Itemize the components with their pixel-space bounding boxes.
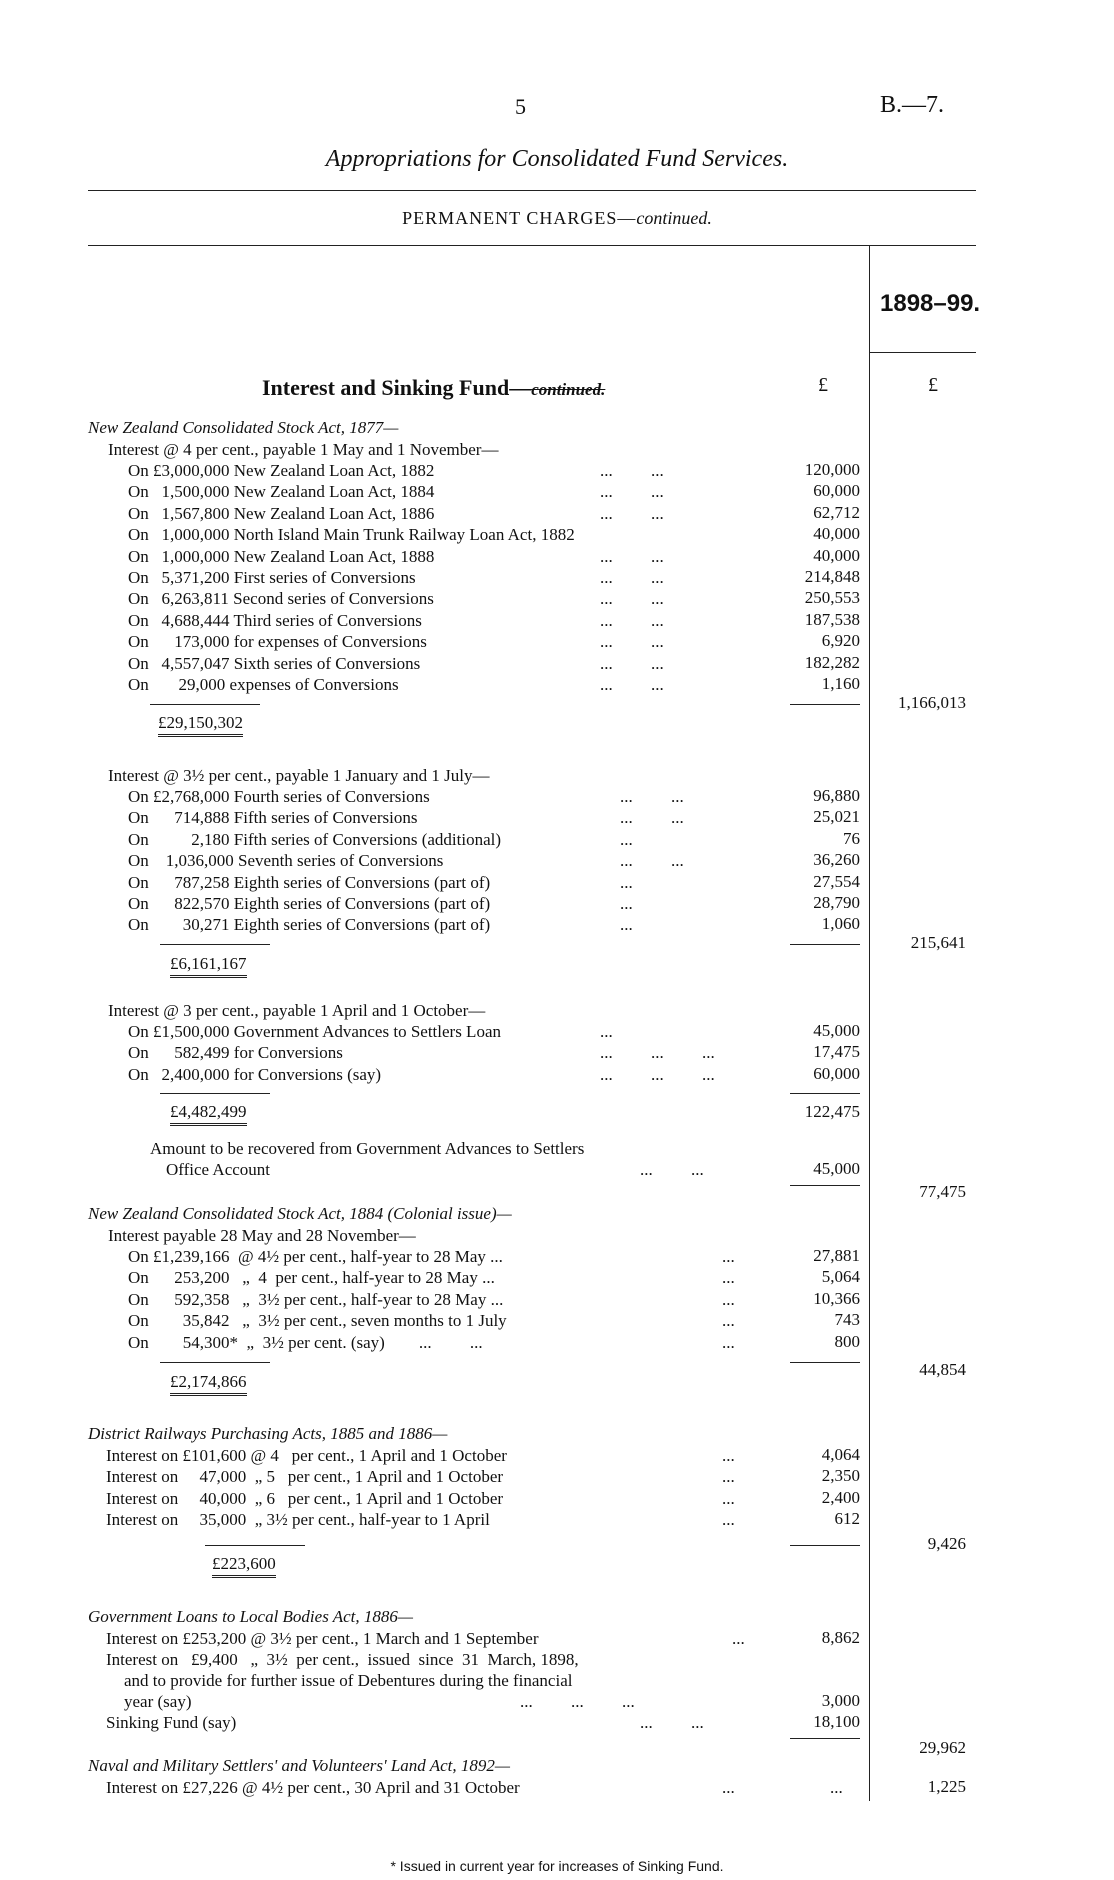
nz-1884-row-dots: ... — [722, 1247, 735, 1266]
section-heading — [262, 375, 605, 401]
nz-1877-row-text: On 1,000,000 New Zealand Loan Act, 1888 — [128, 546, 435, 566]
rate-line-3-5-percent: Interest @ 3½ per cent., payable 1 January and 1 July— — [108, 766, 490, 785]
nz-1877-row-dots: ... ... — [600, 675, 664, 694]
rate-3-5-row-dots: ... — [620, 872, 633, 892]
nz-1877-row-amount: 187,538 — [804, 609, 860, 629]
nz-1877-row-text: On 29,000 expenses of Conversions — [128, 675, 399, 694]
subtotal-3: 122,475 — [804, 1102, 860, 1121]
pound-sign-col2: £ — [928, 374, 938, 396]
rate-3-5-row-text: On 30,271 Eighth series of Conversions (part of) — [128, 915, 491, 935]
nz-1877-row-amount: 40,000 — [813, 545, 860, 565]
act-heading-district-railways: District Railways Purchasing Acts, 1885 and 1886— — [88, 1424, 448, 1443]
section-heading-continued: continued. — [531, 380, 606, 399]
act-heading-local-bodies: Government Loans to Local Bodies Act, 1886— — [88, 1607, 414, 1626]
district-row-text: Interest on 40,000 „ 6 per cent., 1 April and 1 October — [106, 1488, 504, 1508]
nz-1877-row-amount: 182,282 — [804, 652, 860, 672]
rate-3-5-row-text: On 1,036,000 Seventh series of Conversions — [128, 851, 444, 871]
nz-1877-row-dots: ... ... — [600, 568, 664, 587]
year-total-1884: 44,854 — [919, 1360, 966, 1379]
nz-1884-row-text: On £1,239,166 @ 4½ per cent., half-year to 28 May ... — [128, 1247, 503, 1266]
document-reference: B.—7. — [880, 92, 945, 118]
district-row-amount: 2,350 — [821, 1466, 860, 1486]
subtitle-main: PERMANENT CHARGES— — [402, 208, 637, 228]
column-divider — [869, 246, 870, 1801]
rate-3-row-dots: ... ... ... — [600, 1064, 715, 1084]
rule-under-year — [870, 352, 976, 353]
rule-principal-3-5 — [160, 944, 270, 945]
year-total-local-bodies: 29,962 — [919, 1738, 966, 1757]
local-bodies-row3-dots: ... ... — [640, 1713, 704, 1732]
naval-row-dots: ... — [722, 1778, 735, 1797]
local-bodies-row1-dots: ... — [732, 1629, 745, 1648]
nz-1877-row-text: On 1,567,800 New Zealand Loan Act, 1886 — [128, 503, 435, 523]
act-heading-naval-military: Naval and Military Settlers' and Volunteers' Land Act, 1892— — [88, 1756, 511, 1775]
nz-1877-row-dots: ... ... — [600, 653, 664, 673]
recover-amount: 45,000 — [813, 1159, 860, 1178]
nz-1884-row-dots: ... — [722, 1311, 735, 1331]
nz-1877-row-text: On 5,371,200 First series of Conversions — [128, 568, 416, 587]
district-row-dots: ... — [722, 1488, 735, 1508]
nz-1884-row-dots: ... — [722, 1332, 735, 1352]
nz-1877-row-text: On 4,557,047 Sixth series of Conversions — [128, 653, 421, 673]
principal-total-district: £223,600 — [212, 1554, 276, 1578]
page-number: 5 — [515, 94, 526, 119]
district-row-text: Interest on 35,000 „ 3½ per cent., half-year to 1 April — [106, 1510, 490, 1530]
rule-top — [88, 190, 976, 191]
local-bodies-row1-text: Interest on £253,200 @ 3½ per cent., 1 March and 1 September — [106, 1629, 539, 1648]
district-row-amount: 2,400 — [821, 1487, 860, 1507]
rate-3-5-row-amount: 27,554 — [813, 871, 860, 891]
local-bodies-row3-amount: 18,100 — [813, 1712, 860, 1731]
rate-3-5-row-dots: ... ... — [620, 851, 684, 871]
local-bodies-row2-line2: and to provide for further issue of Debentures during the financial — [124, 1671, 573, 1690]
local-bodies-row2-amount: 3,000 — [821, 1691, 860, 1710]
rate-3-row-dots: ... — [600, 1022, 613, 1041]
nz-1877-row-amount: 214,848 — [804, 567, 860, 586]
nz-1884-row-dots: ... — [722, 1289, 735, 1309]
rule-subtotal-nz-1877 — [790, 704, 860, 705]
rate-3-5-row-dots: ... — [620, 915, 633, 935]
subtitle-continued: continued. — [636, 208, 712, 228]
nz-1877-row-text: On £3,000,000 New Zealand Loan Act, 1882 — [128, 461, 435, 480]
nz-1877-row-dots: ... ... — [600, 546, 664, 566]
nz-1884-row-text: On 592,358 „ 3½ per cent., half-year to 28 May ... — [128, 1289, 504, 1309]
rate-3-5-row-amount: 36,260 — [813, 850, 860, 870]
local-bodies-row3-text: Sinking Fund (say) — [106, 1713, 237, 1732]
rate-3-row-amount: 45,000 — [813, 1021, 860, 1040]
nz-1884-row-amount: 5,064 — [821, 1267, 860, 1287]
year-total-3: 77,475 — [919, 1182, 966, 1201]
rate-3-5-row-text: On 714,888 Fifth series of Conversions — [128, 808, 418, 828]
rate-3-5-row-text: On £2,768,000 Fourth series of Conversions — [128, 787, 430, 806]
rule-principal-district — [205, 1545, 305, 1546]
nz-1877-row-text: On 1,000,000 North Island Main Trunk Railway Loan Act, 1882 — [128, 525, 575, 545]
rate-3-row-text: On 2,400,000 for Conversions (say) — [128, 1064, 382, 1084]
rule-under-subtitle — [88, 245, 976, 246]
rule-principal-3 — [160, 1093, 270, 1094]
nz-1884-row-text: On 253,200 „ 4 per cent., half-year to 28 May ... — [128, 1268, 495, 1288]
nz-1877-row-dots: ... ... — [600, 482, 664, 502]
district-row-text: Interest on £101,600 @ 4 per cent., 1 April and 1 October — [106, 1446, 507, 1465]
nz-1884-row-text: On 35,842 „ 3½ per cent., seven months to 1 July — [128, 1311, 507, 1331]
rule-principal-1884 — [160, 1362, 270, 1363]
rule-subtotal-1884 — [790, 1362, 860, 1363]
section-heading-text: Interest and Sinking Fund— — [262, 375, 532, 400]
rule-subtotal-district — [790, 1545, 860, 1546]
local-bodies-row2-dots: ... ... ... — [520, 1692, 635, 1711]
nz-1877-row-text: On 6,263,811 Second series of Conversions — [128, 589, 434, 609]
rate-3-5-row-amount: 28,790 — [813, 893, 860, 912]
principal-total-3: £4,482,499 — [170, 1102, 247, 1126]
rate-3-5-row-text: On 787,258 Eighth series of Conversions (part of) — [128, 872, 491, 892]
nz-1877-row-dots: ... ... — [600, 503, 664, 523]
principal-total-nz-1877: £29,150,302 — [158, 713, 243, 737]
rate-3-row-amount: 60,000 — [813, 1063, 860, 1083]
rate-3-5-row-amount: 76 — [843, 828, 860, 848]
nz-1877-row-amount: 60,000 — [813, 481, 860, 501]
nz-1877-row-amount: 40,000 — [813, 524, 860, 544]
recover-line-2: Office Account — [166, 1160, 271, 1179]
nz-1884-row-dots: ... — [722, 1268, 735, 1288]
rate-3-5-row-dots: ... — [620, 894, 633, 913]
principal-total-3-5: £6,161,167 — [170, 954, 247, 978]
rate-3-row-amount: 17,475 — [813, 1042, 860, 1062]
rate-3-row-dots: ... ... ... — [600, 1043, 715, 1063]
district-row-text: Interest on 47,000 „ 5 per cent., 1 April and 1 October — [106, 1467, 504, 1487]
nz-1884-row-amount: 10,366 — [813, 1288, 860, 1308]
district-row-amount: 612 — [834, 1509, 860, 1529]
local-bodies-row1-amount: 8,862 — [821, 1628, 860, 1647]
nz-1884-row-amount: 743 — [834, 1310, 860, 1330]
nz-1877-row-amount: 250,553 — [804, 588, 860, 608]
rate-3-5-row-text: On 822,570 Eighth series of Conversions (part of) — [128, 894, 491, 913]
local-bodies-row2-line3: year (say) — [124, 1692, 192, 1711]
district-row-dots: ... — [722, 1446, 735, 1465]
nz-1877-row-text: On 173,000 for expenses of Conversions — [128, 632, 427, 652]
nz-1884-row-amount: 800 — [834, 1331, 860, 1351]
naval-row-text: Interest on £27,226 @ 4½ per cent., 30 April and 31 October — [106, 1778, 520, 1797]
rate-line-4-percent: Interest @ 4 per cent., payable 1 May and 1 November— — [108, 440, 499, 459]
recover-dots: ... ... — [640, 1160, 704, 1179]
year-total-naval: 1,225 — [927, 1777, 966, 1796]
rate-3-row-text: On 582,499 for Conversions — [128, 1043, 343, 1063]
rate-3-5-row-dots: ... — [620, 829, 633, 849]
district-row-dots: ... — [722, 1467, 735, 1487]
nz-1877-row-amount: 1,160 — [821, 674, 860, 693]
rule-subtotal-3 — [790, 1093, 860, 1094]
rule-subtotal-3-5 — [790, 944, 860, 945]
year-total-district: 9,426 — [927, 1534, 966, 1553]
nz-1877-row-dots: ... ... — [600, 610, 664, 630]
nz-1877-row-amount: 62,712 — [813, 502, 860, 522]
year-total-nz-1877: 1,166,013 — [898, 693, 966, 712]
nz-1884-row-amount: 27,881 — [813, 1246, 860, 1265]
year-heading: 1898–99. — [880, 290, 981, 317]
rate-3-5-row-dots: ... ... — [620, 808, 684, 828]
rule-subtotal-local-bodies — [790, 1738, 860, 1739]
rate-line-1884: Interest payable 28 May and 28 November— — [108, 1226, 416, 1245]
rate-line-3-percent: Interest @ 3 per cent., payable 1 April and 1 October— — [108, 1001, 486, 1020]
rate-3-row-text: On £1,500,000 Government Advances to Settlers Loan — [128, 1022, 501, 1041]
act-heading-nz-1877: New Zealand Consolidated Stock Act, 1877— — [88, 418, 399, 437]
act-heading-nz-1884: New Zealand Consolidated Stock Act, 1884 (Colonial issue)— — [88, 1204, 512, 1223]
pound-sign-col1: £ — [818, 374, 828, 396]
nz-1877-row-text: On 1,500,000 New Zealand Loan Act, 1884 — [128, 482, 435, 502]
page-title: Appropriations for Consolidated Fund Services. — [325, 146, 789, 172]
district-row-amount: 4,064 — [821, 1445, 860, 1464]
year-total-3-5: 215,641 — [910, 933, 966, 952]
nz-1877-row-dots: ... ... — [600, 589, 664, 609]
nz-1877-row-amount: 6,920 — [821, 631, 860, 651]
nz-1877-row-dots: ... ... — [600, 632, 664, 652]
naval-row-dots-2: ... — [830, 1778, 843, 1797]
rate-3-5-row-amount: 96,880 — [813, 786, 860, 805]
recover-line-1: Amount to be recovered from Government Advances to Settlers — [150, 1139, 585, 1158]
rule-principal-nz-1877 — [150, 704, 260, 705]
rate-3-5-row-amount: 1,060 — [821, 914, 860, 934]
section-subtitle — [0, 208, 1114, 229]
local-bodies-row2-line1: Interest on £9,400 „ 3½ per cent., issued since 31 March, 1898, — [106, 1650, 579, 1669]
nz-1877-row-text: On 4,688,444 Third series of Conversions — [128, 610, 422, 630]
nz-1877-row-amount: 120,000 — [804, 460, 860, 479]
rate-3-5-row-amount: 25,021 — [813, 807, 860, 827]
nz-1884-row-text: On 54,300* „ 3½ per cent. (say) ... ... — [128, 1332, 483, 1352]
rule-recover — [790, 1185, 860, 1186]
nz-1877-row-dots: ... ... — [600, 461, 664, 480]
rate-3-5-row-dots: ... ... — [620, 787, 684, 806]
principal-total-1884: £2,174,866 — [170, 1372, 247, 1396]
district-row-dots: ... — [722, 1510, 735, 1530]
rate-3-5-row-text: On 2,180 Fifth series of Conversions (additional) — [128, 829, 502, 849]
footnote: * Issued in current year for increases of Sinking Fund. — [390, 1858, 724, 1874]
